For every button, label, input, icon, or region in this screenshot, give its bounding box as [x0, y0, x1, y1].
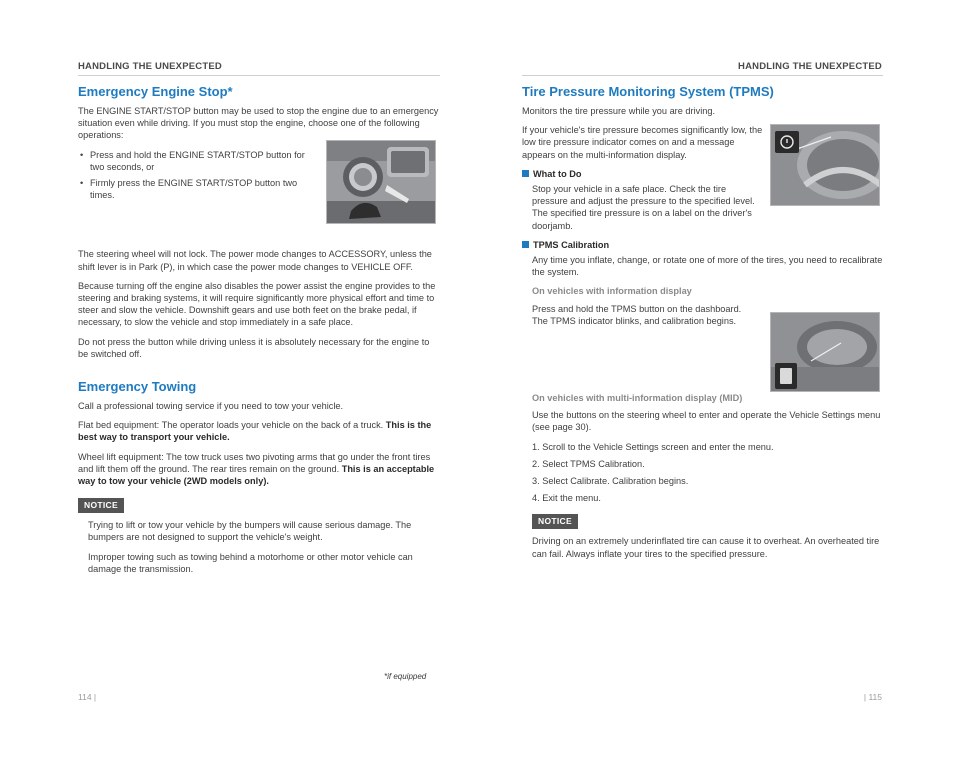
spacer [78, 367, 440, 379]
notice-text-right: Driving on an extremely underinflated tire can cause it to overheat. An overheated tire can fail. Always inflate your tires to the specified pressure. [532, 536, 880, 559]
tpms-para-1: If your vehicle's tire pressure becomes significantly low, the low tire pressure indicator comes on and a message appears on the multi-information display. [522, 125, 763, 160]
towing-intro: Call a professional towing service if you need to tow your vehicle. [78, 401, 344, 412]
list-item: 2. Select TPMS Calibration. [532, 458, 645, 469]
list-item: • Press and hold the ENGINE START/STOP button for two seconds, or [80, 149, 305, 172]
emergency-engine-stop-heading: Emergency Engine Stop* [78, 84, 233, 99]
header-rule-left [78, 75, 440, 76]
engine-start-stop-photo [326, 140, 436, 224]
wheel-lift-text: Wheel lift equipment: The tow truck uses two pivoting arms that go under the front tires and lift them off the ground. The rear tires remain on the ground. [78, 451, 431, 474]
calibration-steps [532, 441, 886, 505]
engine-stop-para-2: Because turning off the engine also disables the power assist the engine provides to the steering and braking systems, it will require significantly more physical effort and time to steer and slow the vehicle. Downshift gears and use both feet on the brake pedal, if necessary, to slow the vehicle and stop immediately in a safe place. [78, 280, 436, 328]
info-display-heading: On vehicles with information display [532, 286, 692, 297]
tpms-calibration-heading [522, 239, 886, 251]
tpms-intro: Monitors the tire pressure while you are driving. [522, 106, 716, 116]
tpms-dashboard-illustration [771, 125, 880, 206]
running-head-right: HANDLING THE UNEXPECTED [738, 61, 882, 72]
bullet-text: Press and hold the ENGINE START/STOP button for two seconds, or [90, 149, 305, 172]
flatbed-bold: This is the best way to transport your vehicle. [78, 420, 432, 443]
notice-para-2: Improper towing such as towing behind a motorhome or other motor vehicle can damage the transmission. [88, 551, 413, 574]
calibration-body [522, 254, 886, 560]
notice-para-1: Trying to lift or tow your vehicle by the bumpers will cause serious damage. The bumpers are not designed to support the vehicle's weight. [88, 520, 412, 543]
notice-badge-right: NOTICE [532, 514, 578, 529]
tpms-calibration-label: TPMS Calibration [533, 239, 610, 250]
page-number-left: 114 | [78, 692, 97, 702]
engine-stop-bullets [78, 149, 316, 202]
bullet-text: Firmly press the ENGINE START/STOP button two times. [90, 178, 298, 201]
list-item: 3. Select Calibrate. Calibration begins. [532, 476, 689, 487]
tpms-indicator-photo [770, 124, 880, 206]
tpms-heading: Tire Pressure Monitoring System (TPMS) [522, 84, 774, 99]
running-head-left: HANDLING THE UNEXPECTED [78, 61, 222, 72]
list-item: • Firmly press the ENGINE START/STOP button two times. [80, 178, 298, 201]
notice-body-left [78, 519, 440, 575]
calibration-text: Any time you inflate, change, or rotate one of more of the tires, you need to recalibrate the system. [532, 255, 883, 278]
footnote: *if equipped [384, 672, 427, 681]
flatbed-text: Flat bed equipment: The operator loads your vehicle on the back of a truck. [78, 420, 386, 431]
emergency-towing-heading: Emergency Towing [78, 379, 197, 395]
what-to-do-text: Stop your vehicle in a safe place. Check the tire pressure and adjust the pressure to the specified level. The specified tire pressure is on a label on the driver's doorjamb. [532, 184, 755, 231]
what-to-do-label: What to Do [533, 168, 582, 179]
header-rule-right [522, 75, 883, 76]
tpms-button-illustration [771, 313, 880, 392]
mid-heading: On vehicles with multi-information display (MID) [532, 393, 743, 404]
mid-text: Use the buttons on the steering wheel to enter and operate the Vehicle Settings menu (see page 30). [532, 410, 881, 433]
flatbed-paragraph [78, 419, 440, 443]
wheel-lift-paragraph [78, 451, 440, 488]
notice-badge-left: NOTICE [78, 498, 124, 513]
engine-button-illustration [327, 141, 436, 224]
page-number-right: | 115 [863, 692, 882, 702]
engine-stop-para-3: Do not press the button while driving unless it is absolutely necessary for the engine to be switched off. [78, 336, 430, 359]
engine-stop-intro: The ENGINE START/STOP button may be used to stop the engine due to an emergency situation even while driving. If you must stop the engine, choose one of the following operations: [78, 106, 439, 141]
right-page [480, 0, 960, 768]
list-item: 4. Exit the menu. [532, 493, 601, 504]
wheel-lift-bold: This is an acceptable way to tow your vehicle (2WD models only). [78, 463, 435, 487]
tpms-button-photo [770, 312, 880, 392]
section-square-icon [522, 241, 529, 248]
list-item: 1. Scroll to the Vehicle Settings screen and enter the menu. [532, 441, 774, 452]
engine-stop-para-1: The steering wheel will not lock. The power mode changes to ACCESSORY, unless the shift lever is in Park (P), in which case the power mode changes to VEHICLE OFF. [78, 249, 432, 272]
info-display-text: Press and hold the TPMS button on the dashboard. The TPMS indicator blinks, and calibration begins. [532, 303, 742, 326]
section-square-icon [522, 170, 529, 177]
